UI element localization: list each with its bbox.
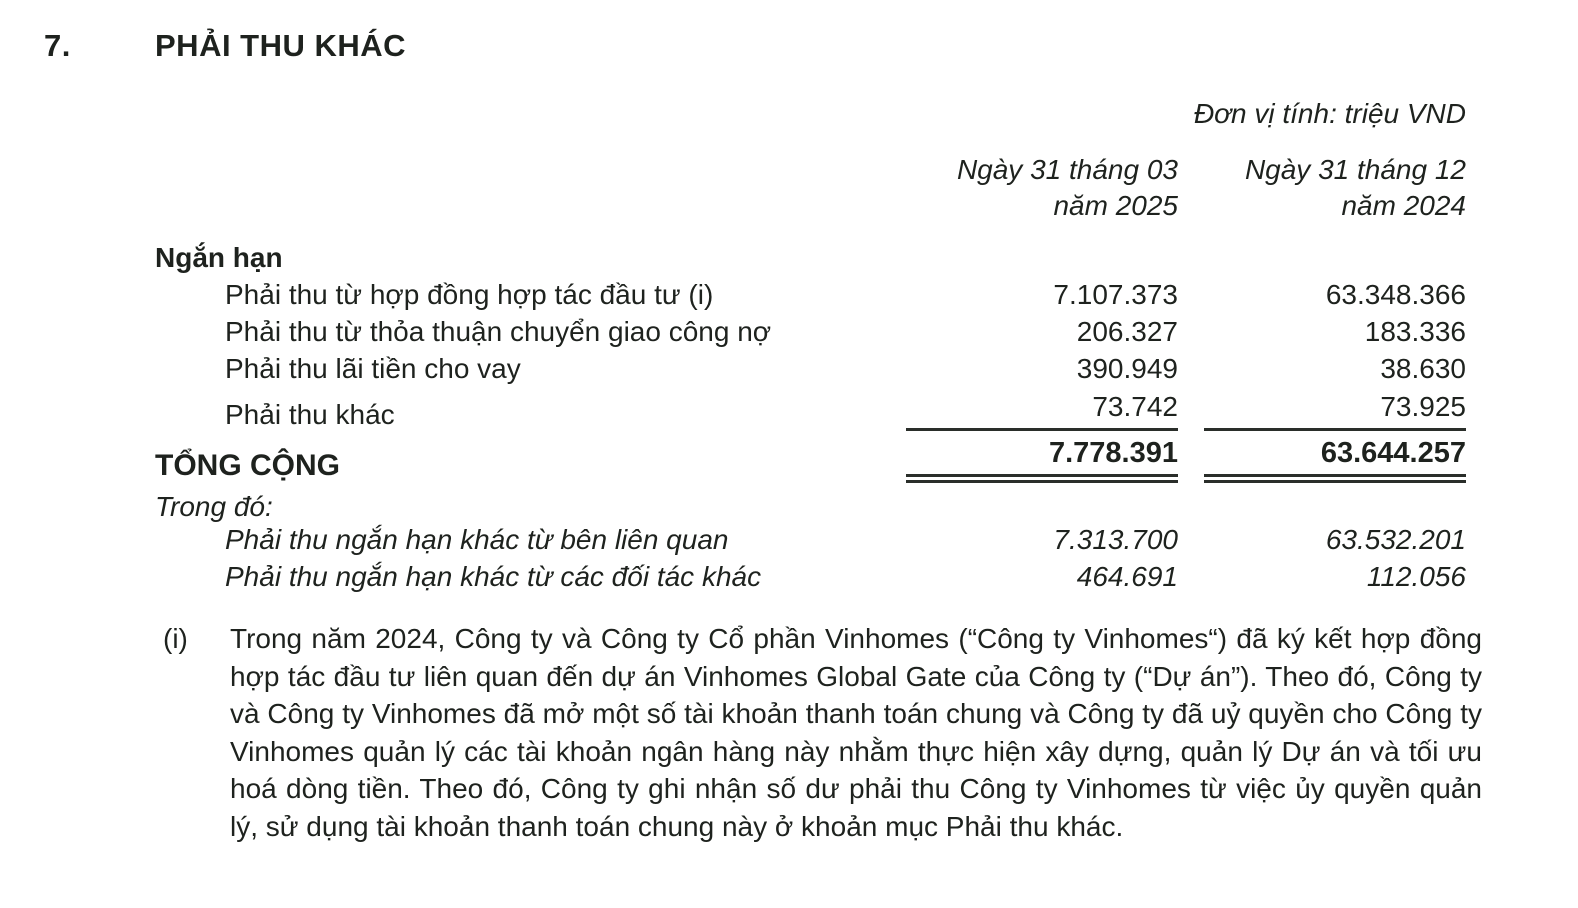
breakdown-header-label: Trong đó: bbox=[155, 491, 273, 522]
column-header-line1: Ngày 31 tháng 03 bbox=[956, 154, 1178, 185]
table-row bbox=[155, 274, 1466, 311]
table-row bbox=[155, 385, 1466, 431]
row-value-current: 390.949 bbox=[1076, 353, 1178, 384]
total-label: TỔNG CỘNG bbox=[155, 449, 340, 482]
footnote-i bbox=[163, 620, 1483, 845]
total-value-prior: 63.644.257 bbox=[1204, 437, 1466, 483]
table-total-row bbox=[155, 431, 1466, 483]
group-header-label: Ngắn hạn bbox=[155, 242, 283, 273]
row-value-prior: 63.532.201 bbox=[1325, 524, 1466, 555]
column-header-prior-period bbox=[1245, 152, 1466, 224]
receivables-table bbox=[155, 238, 1466, 593]
row-value-prior: 112.056 bbox=[1366, 561, 1466, 592]
row-label: Phải thu khác bbox=[225, 399, 395, 430]
row-label: Phải thu ngắn hạn khác từ các đối tác khác bbox=[225, 561, 762, 592]
row-value-current: 7.107.373 bbox=[1053, 279, 1178, 310]
row-value-current: 464.691 bbox=[1076, 561, 1178, 592]
row-value-prior: 73.925 bbox=[1204, 391, 1466, 431]
table-row bbox=[155, 348, 1466, 385]
currency-unit-note: Đơn vị tính: triệu VND bbox=[1193, 98, 1466, 129]
table-row bbox=[155, 311, 1466, 348]
row-label: Phải thu từ hợp đồng hợp tác đầu tư (i) bbox=[225, 279, 714, 310]
section-number: 7. bbox=[44, 28, 71, 63]
column-header-current-period bbox=[957, 152, 1178, 224]
footnote-text: Trong năm 2024, Công ty và Công ty Cổ phần Vinhomes (“Công ty Vinhomes“) đã ký kết hợp đồng hợp tác đầu tư liên quan đến dự án Vinhomes Global Gate của Công ty (“Dự án”). Theo đó, Công ty và Công ty Vinhomes đã mở một số tài khoản thanh toán chung và Công ty đã uỷ quyền cho Công ty Vinhomes quản lý các tài khoản ngân hàng này nhằm thực hiện xây dựng, quản lý Dự án và tối ưu hoá dòng tiền. Theo đó, Công ty ghi nhận số dư phải thu Công ty Vinhomes từ việc ủy quyền quản lý, sử dụng tài khoản thanh toán chung này ở khoản mục Phải thu khác. bbox=[230, 623, 1482, 842]
row-value-current: 206.327 bbox=[1076, 316, 1178, 347]
row-value-current: 73.742 bbox=[906, 391, 1178, 431]
row-value-prior: 38.630 bbox=[1380, 353, 1466, 384]
column-header-line2: năm 2025 bbox=[1053, 190, 1178, 221]
section-title: PHẢI THU KHÁC bbox=[155, 28, 407, 63]
row-label: Phải thu từ thỏa thuận chuyển giao công nợ bbox=[225, 316, 772, 347]
table-row bbox=[155, 556, 1466, 593]
column-header-line1: Ngày 31 tháng 12 bbox=[1244, 154, 1466, 185]
row-value-prior: 183.336 bbox=[1364, 316, 1466, 347]
total-value-current: 7.778.391 bbox=[906, 437, 1178, 483]
row-label: Phải thu lãi tiền cho vay bbox=[225, 353, 521, 384]
column-header-line2: năm 2024 bbox=[1341, 190, 1466, 221]
breakdown-header-row bbox=[155, 483, 1466, 522]
footnote-marker: (i) bbox=[163, 623, 188, 654]
table-row bbox=[155, 519, 1466, 556]
row-label: Phải thu ngắn hạn khác từ bên liên quan bbox=[225, 524, 729, 555]
row-value-prior: 63.348.366 bbox=[1325, 279, 1466, 310]
row-value-current: 7.313.700 bbox=[1053, 524, 1178, 555]
table-group-header bbox=[155, 238, 1466, 274]
